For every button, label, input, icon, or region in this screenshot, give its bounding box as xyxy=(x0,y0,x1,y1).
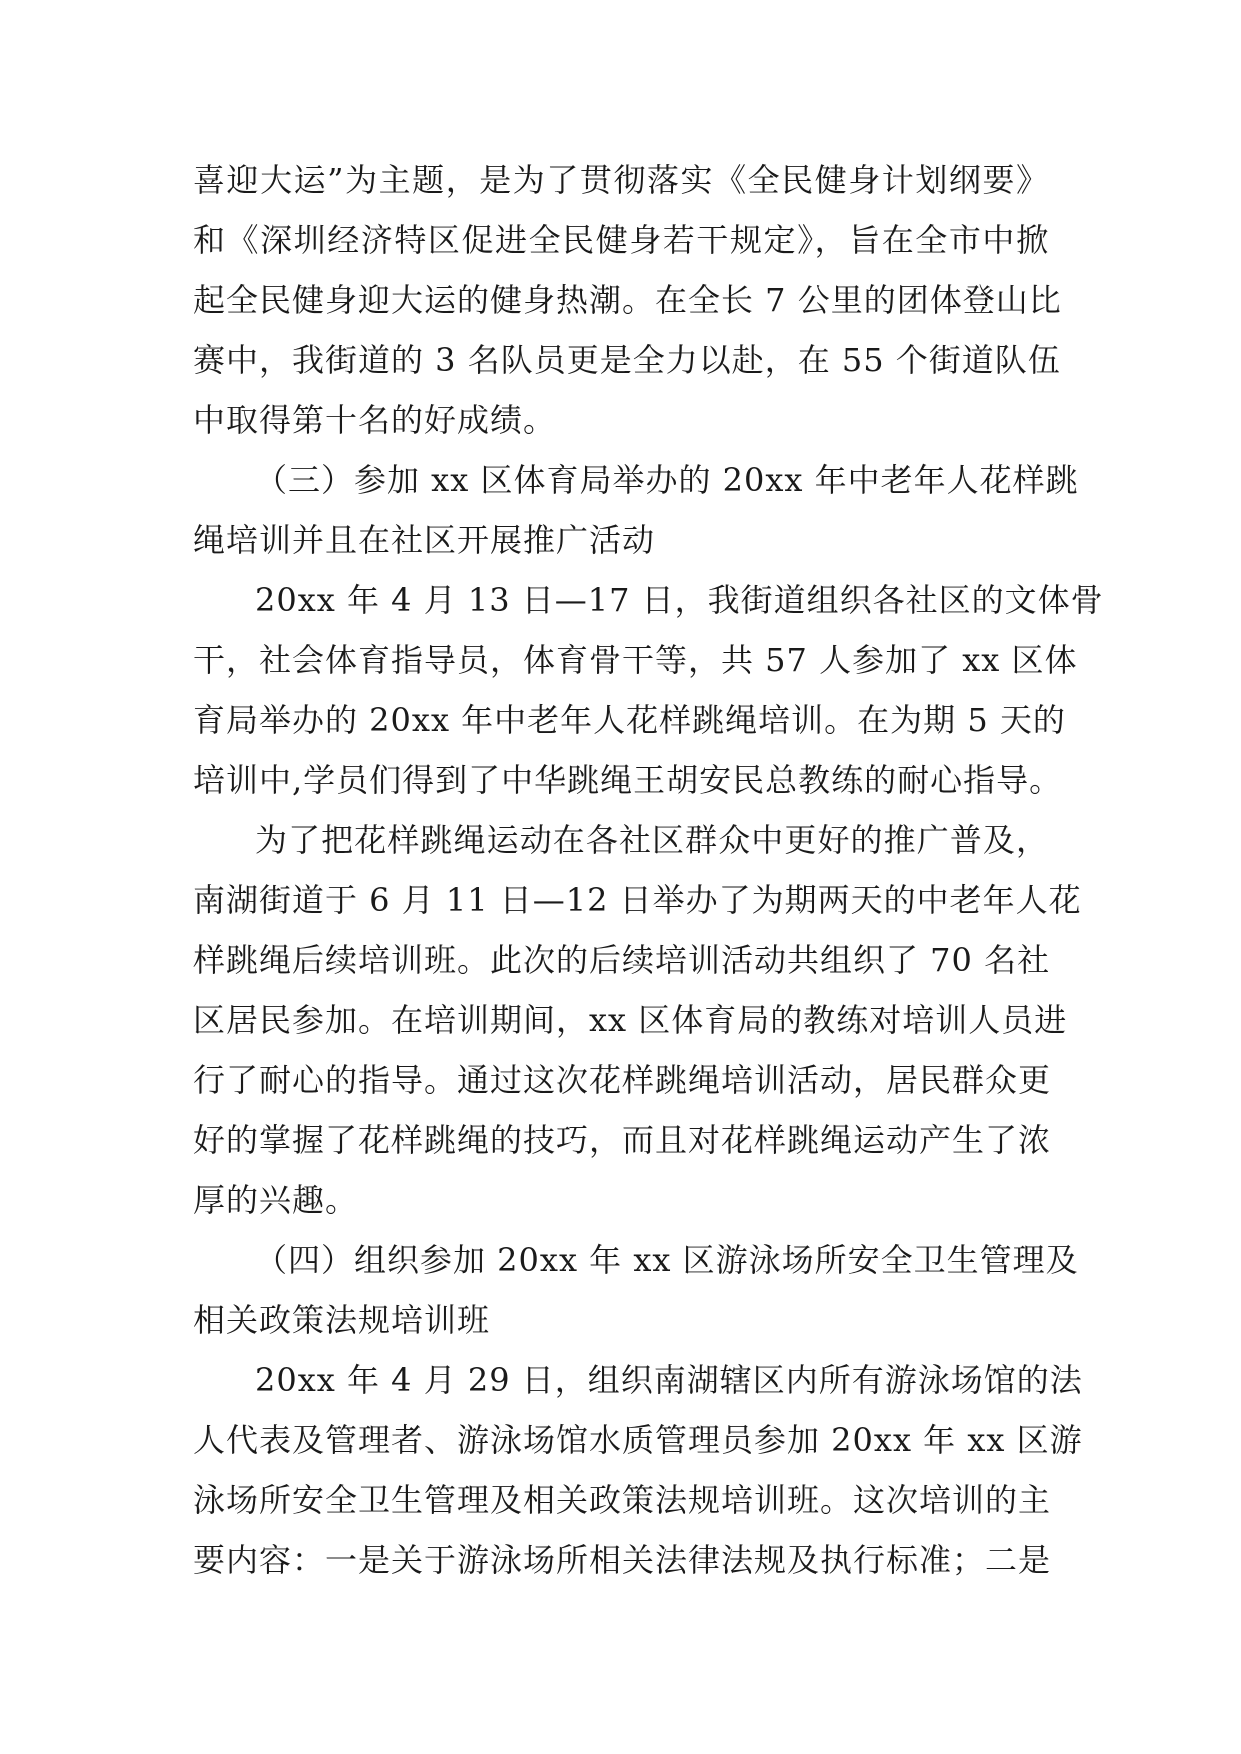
text-line: （四）组织参加 20xx 年 xx 区游泳场所安全卫生管理及 xyxy=(255,1241,1079,1279)
text-line: 起全民健身迎大运的健身热潮。在全长 7 公里的团体登山比 xyxy=(193,281,1062,319)
text-line: 好的掌握了花样跳绳的技巧，而且对花样跳绳运动产生了浓 xyxy=(193,1121,1052,1159)
text-line: 相关政策法规培训班 xyxy=(193,1301,491,1339)
text-line: 人代表及管理者、游泳场馆水质管理员参加 20xx 年 xx 区游 xyxy=(193,1421,1083,1459)
text-line: 为了把花样跳绳运动在各社区群众中更好的推广普及， xyxy=(255,821,1049,859)
text-line: 绳培训并且在社区开展推广活动 xyxy=(193,521,656,559)
text-line: 喜迎大运”为主题，是为了贯彻落实《全民健身计划纲要》 xyxy=(193,161,1049,199)
text-line: 厚的兴趣。 xyxy=(193,1181,359,1219)
text-line: 育局举办的 20xx 年中老年人花样跳绳培训。在为期 5 天的 xyxy=(193,701,1066,739)
text-line: 区居民参加。在培训期间，xx 区体育局的教练对培训人员进 xyxy=(193,1001,1068,1039)
text-line: 样跳绳后续培训班。此次的后续培训活动共组织了 70 名社 xyxy=(193,941,1051,979)
text-line: 20xx 年 4 月 13 日—17 日，我街道组织各社区的文体骨 xyxy=(255,581,1104,619)
text-line: 干，社会体育指导员，体育骨干等，共 57 人参加了 xx 区体 xyxy=(193,641,1078,679)
text-line: 南湖街道于 6 月 11 日—12 日举办了为期两天的中老年人花 xyxy=(193,881,1082,919)
text-line: （三）参加 xx 区体育局举办的 20xx 年中老年人花样跳 xyxy=(255,461,1079,499)
text-line: 和《深圳经济特区促进全民健身若干规定》，旨在全市中掀 xyxy=(193,221,1049,259)
document-body xyxy=(193,150,1104,1590)
text-line: 要内容：一是关于游泳场所相关法律法规及执行标准；二是 xyxy=(193,1541,1052,1579)
text-line: 中取得第十名的好成绩。 xyxy=(193,401,557,439)
text-line: 20xx 年 4 月 29 日，组织南湖辖区内所有游泳场馆的法 xyxy=(255,1361,1083,1399)
text-line: 培训中,学员们得到了中华跳绳王胡安民总教练的耐心指导。 xyxy=(193,761,1063,799)
text-line: 泳场所安全卫生管理及相关政策法规培训班。这次培训的主 xyxy=(193,1481,1052,1519)
text-line: 赛中，我街道的 3 名队员更是全力以赴，在 55 个街道队伍 xyxy=(193,341,1061,379)
text-line: 行了耐心的指导。通过这次花样跳绳培训活动，居民群众更 xyxy=(193,1061,1052,1099)
